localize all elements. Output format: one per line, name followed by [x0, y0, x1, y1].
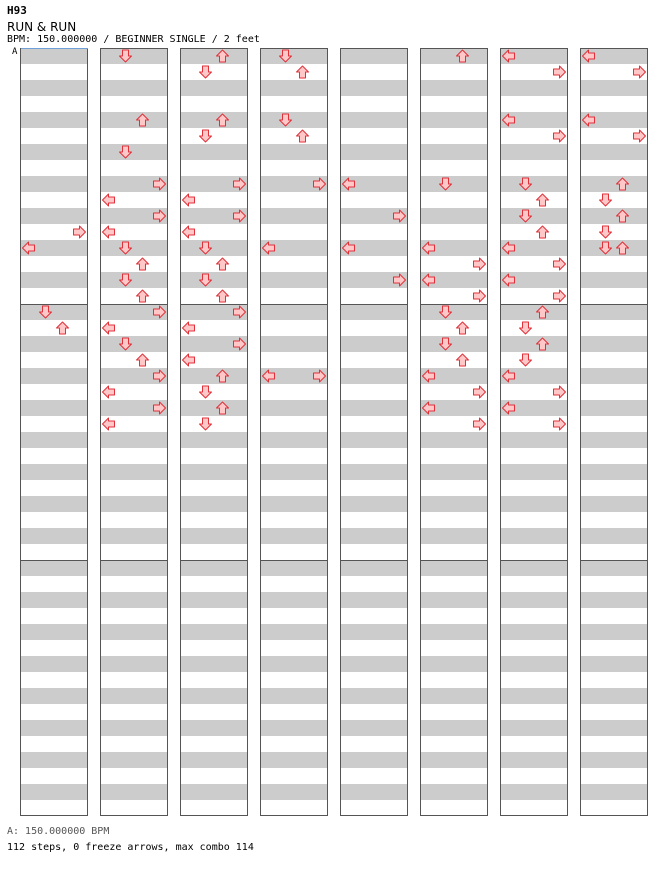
down-arrow-icon — [200, 66, 212, 78]
right-arrow-icon — [474, 418, 486, 430]
beat-band — [260, 496, 328, 512]
right-arrow-icon — [554, 418, 566, 430]
beat-band — [420, 336, 488, 352]
right-arrow-icon — [634, 130, 646, 142]
beat-band — [260, 304, 328, 320]
up-arrow-icon — [137, 290, 149, 302]
right-arrow-icon — [474, 258, 486, 270]
left-arrow-icon — [103, 418, 115, 430]
beat-band — [260, 752, 328, 768]
chart-column — [420, 48, 488, 816]
left-arrow-icon — [103, 322, 115, 334]
beat-band — [180, 240, 248, 256]
beat-band — [580, 368, 648, 384]
right-arrow-icon — [74, 226, 86, 238]
beat-band — [20, 432, 88, 448]
beat-band — [340, 368, 408, 384]
beat-band — [580, 624, 648, 640]
beat-band — [100, 592, 168, 608]
down-arrow-icon — [520, 354, 532, 366]
up-arrow-icon — [137, 258, 149, 270]
beat-band — [340, 688, 408, 704]
right-arrow-icon — [474, 386, 486, 398]
beat-band — [180, 784, 248, 800]
chart-column — [180, 48, 248, 816]
right-arrow-icon — [554, 66, 566, 78]
beat-band — [20, 496, 88, 512]
beat-band — [180, 688, 248, 704]
beat-band — [20, 592, 88, 608]
beat-band — [100, 752, 168, 768]
beat-band — [340, 720, 408, 736]
beat-band — [20, 144, 88, 160]
beat-band — [420, 304, 488, 320]
left-arrow-icon — [103, 386, 115, 398]
up-arrow-icon — [297, 66, 309, 78]
beat-band — [340, 400, 408, 416]
beat-band — [100, 272, 168, 288]
beat-band — [180, 464, 248, 480]
beat-band — [580, 656, 648, 672]
beat-band — [580, 528, 648, 544]
beat-band — [580, 400, 648, 416]
beat-band — [100, 528, 168, 544]
beat-band — [340, 752, 408, 768]
beat-band — [340, 656, 408, 672]
down-arrow-icon — [520, 322, 532, 334]
beat-band — [420, 688, 488, 704]
song-title: RUN & RUN — [7, 20, 77, 34]
beat-band — [500, 176, 568, 192]
bpm-marker-line — [21, 48, 88, 49]
beat-band — [580, 784, 648, 800]
beat-band — [580, 240, 648, 256]
beat-band — [20, 528, 88, 544]
left-arrow-icon — [103, 226, 115, 238]
beat-band — [500, 624, 568, 640]
beat-band — [580, 144, 648, 160]
beat-band — [340, 112, 408, 128]
beat-band — [500, 560, 568, 576]
beat-band — [340, 624, 408, 640]
beat-band — [260, 80, 328, 96]
beat-band — [180, 432, 248, 448]
beat-band — [420, 176, 488, 192]
beat-band — [420, 528, 488, 544]
song-id: H93 — [7, 4, 27, 17]
up-arrow-icon — [57, 322, 69, 334]
beat-band — [100, 144, 168, 160]
beat-band — [420, 720, 488, 736]
beat-band — [420, 752, 488, 768]
beat-band — [20, 272, 88, 288]
beat-band — [500, 496, 568, 512]
beat-band — [420, 624, 488, 640]
beat-band — [580, 688, 648, 704]
beat-band — [340, 784, 408, 800]
beat-band — [580, 80, 648, 96]
beat-band — [100, 464, 168, 480]
beat-band — [420, 496, 488, 512]
beat-band — [260, 656, 328, 672]
beat-band — [500, 432, 568, 448]
left-arrow-icon — [183, 194, 195, 206]
chart-column — [100, 48, 168, 816]
beat-band — [260, 464, 328, 480]
chart-info: BPM: 150.000000 / BEGINNER SINGLE / 2 feet — [7, 34, 260, 45]
beat-band — [260, 592, 328, 608]
chart-column — [260, 48, 328, 816]
up-arrow-icon — [537, 194, 549, 206]
beat-band — [20, 80, 88, 96]
beat-band — [260, 272, 328, 288]
beat-band — [20, 784, 88, 800]
beat-band — [580, 496, 648, 512]
beat-band — [100, 112, 168, 128]
beat-band — [500, 752, 568, 768]
down-arrow-icon — [600, 194, 612, 206]
beat-band — [340, 336, 408, 352]
beat-band — [20, 720, 88, 736]
up-arrow-icon — [457, 322, 469, 334]
beat-band — [180, 368, 248, 384]
beat-band — [20, 624, 88, 640]
beat-band — [20, 208, 88, 224]
beat-band — [180, 752, 248, 768]
beat-band — [100, 496, 168, 512]
beat-band — [340, 80, 408, 96]
beat-band — [20, 560, 88, 576]
beat-band — [420, 560, 488, 576]
beat-band — [180, 656, 248, 672]
beat-band — [340, 144, 408, 160]
beat-band — [20, 336, 88, 352]
beat-band — [100, 240, 168, 256]
beat-band — [20, 176, 88, 192]
beat-band — [100, 720, 168, 736]
beat-band — [100, 560, 168, 576]
beat-band — [260, 400, 328, 416]
beat-band — [500, 688, 568, 704]
beat-band — [20, 400, 88, 416]
beat-band — [180, 80, 248, 96]
up-arrow-icon — [217, 258, 229, 270]
beat-band — [500, 784, 568, 800]
beat-band — [260, 48, 328, 64]
beat-band — [580, 336, 648, 352]
down-arrow-icon — [200, 386, 212, 398]
right-arrow-icon — [554, 258, 566, 270]
beat-band — [20, 752, 88, 768]
beat-band — [340, 464, 408, 480]
beat-band — [260, 336, 328, 352]
beat-band — [420, 656, 488, 672]
beat-band — [500, 208, 568, 224]
beat-band — [500, 656, 568, 672]
left-arrow-icon — [183, 322, 195, 334]
beat-band — [180, 48, 248, 64]
right-arrow-icon — [554, 386, 566, 398]
beat-band — [420, 48, 488, 64]
beat-band — [500, 144, 568, 160]
beat-band — [260, 560, 328, 576]
beat-band — [420, 464, 488, 480]
beat-band — [500, 592, 568, 608]
beat-band — [340, 528, 408, 544]
right-arrow-icon — [474, 290, 486, 302]
up-arrow-icon — [537, 226, 549, 238]
beat-band — [340, 560, 408, 576]
beat-band — [180, 144, 248, 160]
up-arrow-icon — [457, 354, 469, 366]
left-arrow-icon — [103, 194, 115, 206]
beat-band — [580, 560, 648, 576]
bpm-marker-label: A — [12, 47, 18, 57]
beat-band — [580, 720, 648, 736]
beat-band — [100, 336, 168, 352]
beat-band — [340, 432, 408, 448]
beat-band — [20, 368, 88, 384]
beat-band — [100, 688, 168, 704]
beat-band — [100, 784, 168, 800]
beat-band — [260, 720, 328, 736]
beat-band — [20, 48, 88, 64]
up-arrow-icon — [137, 354, 149, 366]
beat-band — [100, 80, 168, 96]
beat-band — [420, 144, 488, 160]
beat-band — [180, 560, 248, 576]
beat-band — [20, 688, 88, 704]
beat-band — [260, 688, 328, 704]
beat-band — [580, 176, 648, 192]
beat-band — [580, 432, 648, 448]
beat-band — [20, 112, 88, 128]
beat-band — [260, 208, 328, 224]
up-arrow-icon — [297, 130, 309, 142]
beat-band — [180, 624, 248, 640]
beat-band — [20, 656, 88, 672]
beat-band — [180, 720, 248, 736]
beat-band — [420, 432, 488, 448]
beat-band — [260, 624, 328, 640]
beat-band — [100, 656, 168, 672]
beat-band — [580, 304, 648, 320]
bpm-legend: A: 150.000000 BPM — [7, 826, 110, 837]
beat-band — [500, 720, 568, 736]
beat-band — [580, 752, 648, 768]
down-arrow-icon — [200, 130, 212, 142]
beat-band — [20, 304, 88, 320]
beat-band — [100, 48, 168, 64]
beat-band — [420, 592, 488, 608]
beat-band — [420, 112, 488, 128]
beat-band — [260, 144, 328, 160]
beat-band — [340, 592, 408, 608]
beat-band — [500, 304, 568, 320]
beat-band — [100, 432, 168, 448]
beat-band — [260, 784, 328, 800]
beat-band — [580, 208, 648, 224]
beat-band — [340, 304, 408, 320]
beat-band — [420, 80, 488, 96]
beat-band — [500, 336, 568, 352]
beat-band — [180, 528, 248, 544]
beat-band — [420, 208, 488, 224]
beat-band — [580, 464, 648, 480]
chart-column — [340, 48, 408, 816]
left-arrow-icon — [183, 354, 195, 366]
beat-band — [340, 496, 408, 512]
beat-band — [340, 48, 408, 64]
beat-band — [180, 272, 248, 288]
beat-band — [580, 592, 648, 608]
chart-column — [500, 48, 568, 816]
beat-band — [580, 272, 648, 288]
down-arrow-icon — [600, 226, 612, 238]
right-arrow-icon — [634, 66, 646, 78]
beat-band — [500, 528, 568, 544]
right-arrow-icon — [554, 130, 566, 142]
beat-band — [20, 464, 88, 480]
beat-band — [100, 624, 168, 640]
left-arrow-icon — [183, 226, 195, 238]
beat-band — [180, 112, 248, 128]
up-arrow-icon — [217, 290, 229, 302]
beat-band — [260, 528, 328, 544]
beat-band — [180, 496, 248, 512]
beat-band — [260, 432, 328, 448]
down-arrow-icon — [200, 418, 212, 430]
chart-column — [20, 48, 88, 816]
beat-band — [500, 80, 568, 96]
beat-band — [420, 784, 488, 800]
beat-band — [500, 464, 568, 480]
chart-column — [580, 48, 648, 816]
beat-band — [260, 112, 328, 128]
step-stats: 112 steps, 0 freeze arrows, max combo 114 — [7, 842, 254, 853]
beat-band — [180, 592, 248, 608]
right-arrow-icon — [554, 290, 566, 302]
beat-band — [180, 400, 248, 416]
